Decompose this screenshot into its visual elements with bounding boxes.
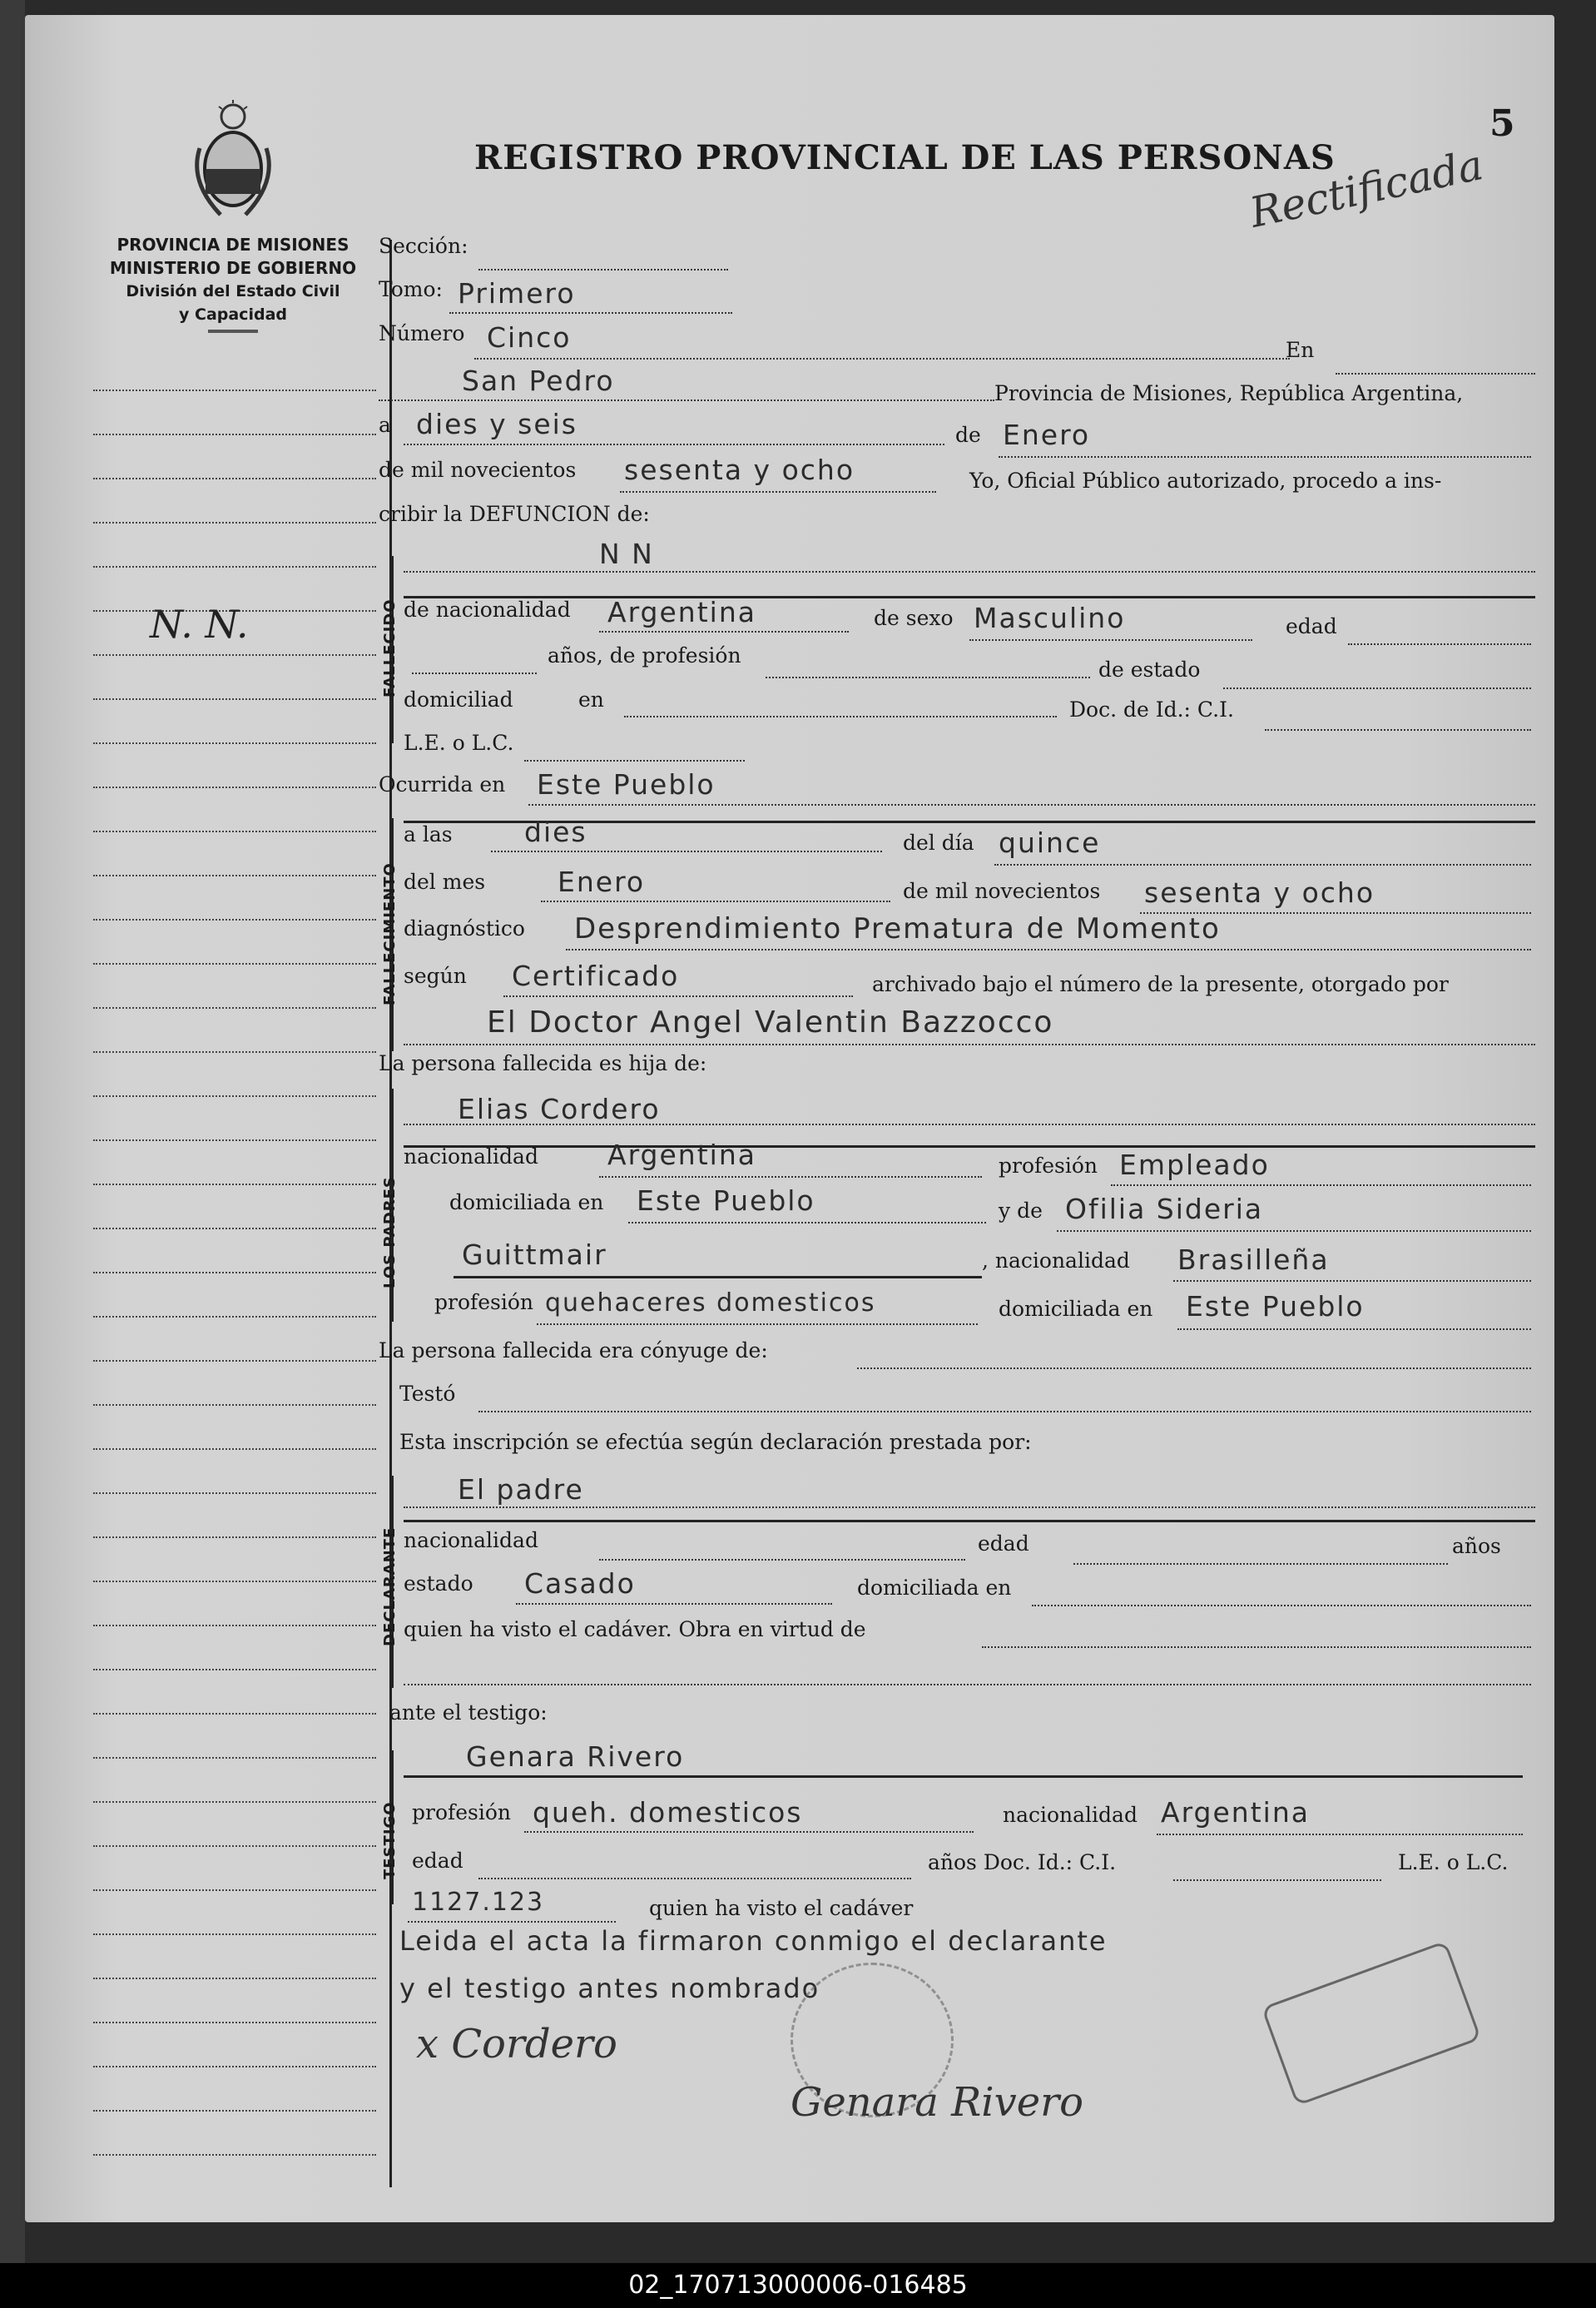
margin-rule — [93, 1581, 376, 1582]
agency-line-1: PROVINCIA DE MISIONES — [116, 235, 349, 255]
margin-rule — [93, 1536, 376, 1538]
margin-rule — [93, 1448, 376, 1450]
label-anos: años — [1452, 1534, 1501, 1558]
label-numero: Número — [379, 321, 465, 345]
label-de-estado: de estado — [1098, 658, 1201, 682]
margin-rule — [93, 1360, 376, 1362]
label-anos-doc: años Doc. Id.: C.I. — [928, 1850, 1117, 1874]
issuing-agency — [83, 233, 383, 333]
value-dia: dies y seis — [416, 408, 577, 440]
label-de: de — [955, 423, 981, 447]
label-del-dia: del día — [903, 831, 974, 855]
value-numero: Cinco — [487, 321, 572, 354]
section-fallecido: FALLECIDO — [381, 598, 399, 697]
page-number: 5 — [1489, 102, 1515, 145]
value-testigo-doc: 1127.123 — [412, 1888, 545, 1917]
label-profesion: profesión — [999, 1154, 1098, 1178]
label-profesion-3: profesión — [412, 1800, 512, 1824]
image-id-footer: 02_170713000006-016485 — [0, 2263, 1596, 2308]
label-a-las: a las — [404, 822, 453, 846]
label-profesion-2: profesión — [434, 1290, 534, 1314]
value-declarante: El padre — [458, 1473, 584, 1506]
margin-rule — [93, 1095, 376, 1097]
label-cribir: cribir la DEFUNCION de: — [379, 502, 650, 526]
book-binding — [0, 0, 25, 2308]
label-archivado: archivado bajo el número de la presente, otorgado por — [872, 972, 1449, 996]
margin-annotation: N. N. — [150, 602, 249, 647]
margin-rule — [93, 1051, 376, 1053]
value-anio: sesenta y ocho — [624, 454, 855, 486]
value-padre-domicilio: Este Pueblo — [637, 1184, 815, 1217]
label-edad: edad — [1286, 614, 1337, 638]
signature-testigo: Genara Rivero — [791, 2079, 1083, 2126]
value-padre-profesion: Empleado — [1119, 1149, 1270, 1181]
value-sexo: Masculino — [974, 602, 1126, 634]
margin-rule — [93, 1978, 376, 1979]
label-quien-cadaver: quien ha visto el cadáver. Obra en virtud de — [404, 1617, 866, 1641]
margin-rule — [93, 1669, 376, 1670]
margin-rule — [93, 1757, 376, 1759]
signature-declarante: x Cordero — [416, 2021, 617, 2067]
label-de-mil-2: de mil novecientos — [903, 879, 1101, 903]
margin-rule — [93, 1625, 376, 1626]
closing-line-2: y el testigo antes nombrado — [399, 1973, 820, 2004]
margin-rule — [93, 434, 376, 435]
label-a: a — [379, 413, 391, 437]
margin-rule — [93, 478, 376, 479]
margin-rule — [93, 1492, 376, 1494]
margin-rule — [93, 875, 376, 876]
label-doc-id: Doc. de Id.: C.I. — [1069, 697, 1234, 722]
margin-rule — [93, 2154, 376, 2156]
label-ante-testigo: ante el testigo: — [389, 1700, 548, 1725]
label-en: En — [1286, 338, 1315, 362]
value-nacionalidad: Argentina — [607, 596, 756, 628]
label-le-lc: L.E. o L.C. — [404, 731, 514, 755]
margin-rule — [93, 1889, 376, 1891]
margin-rule — [93, 1316, 376, 1318]
label-edad-3: edad — [412, 1849, 463, 1873]
official-stamp — [1261, 1940, 1482, 2106]
agency-line-4: y Capacidad — [179, 305, 287, 324]
margin-rule — [93, 1845, 376, 1847]
page-title: REGISTRO PROVINCIAL DE LAS PERSONAS — [474, 138, 1336, 177]
section-testigo: TESTIGO — [381, 1801, 399, 1879]
margin-rule — [93, 963, 376, 965]
label-conyuge: La persona fallecida era cónyuge de: — [379, 1338, 768, 1362]
value-testigo-profesion: queh. domesticos — [533, 1796, 803, 1829]
margin-rule — [93, 390, 376, 391]
value-hora: dies — [524, 816, 587, 848]
label-nacionalidad-3: nacionalidad — [404, 1528, 538, 1552]
label-ocurrida: Ocurrida en — [379, 772, 506, 797]
value-otorgado-por: El Doctor Angel Valentin Bazzocco — [487, 1005, 1054, 1040]
label-nacionalidad: nacionalidad — [404, 1144, 538, 1169]
closing-line-1: Leida el acta la firmaron conmigo el declarante — [399, 1925, 1108, 1957]
label-de-mil: de mil novecientos — [379, 458, 577, 482]
margin-rule — [93, 698, 376, 700]
label-domiciliada-en-3: domiciliada en — [857, 1576, 1012, 1600]
label-inscripcion: Esta inscripción se efectúa según declaración prestada por: — [399, 1430, 1032, 1454]
section-padres: LOS PADRES — [381, 1176, 399, 1288]
overwrite-signature: Rectificada — [1246, 141, 1488, 237]
margin-rule — [93, 1713, 376, 1715]
value-padre: Elias Cordero — [458, 1093, 661, 1125]
label-domiciliad: domiciliad — [404, 687, 513, 712]
agency-line-2: MINISTERIO DE GOBIERNO — [109, 258, 357, 278]
value-madre-profesion: quehaceres domesticos — [545, 1288, 876, 1318]
label-quien-cadaver-2: quien ha visto el cadáver — [649, 1896, 914, 1920]
label-tomo: Tomo: — [379, 277, 443, 301]
label-nacionalidad-4: nacionalidad — [1003, 1803, 1138, 1827]
label-oficial: Yo, Oficial Público autorizado, procedo a ins- — [969, 469, 1442, 493]
label-domiciliada-en: domiciliada en — [449, 1190, 604, 1214]
label-y-de: y de — [999, 1199, 1043, 1223]
margin-rule — [93, 1228, 376, 1229]
value-nombre: N N — [599, 538, 654, 570]
margin-rule — [93, 566, 376, 568]
section-fallecimiento: FALLECIMIENTO — [381, 862, 399, 1005]
value-lugar: San Pedro — [462, 365, 615, 397]
label-de-nacionalidad: de nacionalidad — [404, 598, 571, 622]
margin-rule — [93, 522, 376, 524]
value-segun: Certificado — [512, 960, 680, 992]
argentina-coat-of-arms-icon — [187, 98, 279, 223]
margin-rule — [93, 1404, 376, 1406]
margin-rule — [93, 919, 376, 921]
label-le-lc-2: L.E. o L.C. — [1398, 1850, 1509, 1874]
margin-rule — [93, 2022, 376, 2023]
value-tomo: Primero — [458, 277, 576, 310]
label-del-mes: del mes — [404, 870, 486, 894]
margin-rule — [93, 1007, 376, 1009]
value-anio-fallec: sesenta y ocho — [1144, 876, 1375, 909]
margin-rule — [93, 831, 376, 832]
margin-rule — [93, 742, 376, 744]
margin-rule — [93, 1801, 376, 1803]
margin-rule — [93, 1933, 376, 1935]
value-ocurrida: Este Pueblo — [537, 768, 716, 801]
value-testigo-nacionalidad: Argentina — [1161, 1796, 1310, 1829]
label-nacionalidad-2: , nacionalidad — [982, 1248, 1130, 1273]
value-madre-apellido: Guittmair — [462, 1238, 607, 1271]
value-madre: Ofilia Sideria — [1065, 1193, 1264, 1225]
value-diagnostico: Desprendimiento Prematura de Momento — [574, 912, 1221, 946]
value-testigo: Genara Rivero — [466, 1740, 685, 1773]
document-page — [25, 15, 1554, 2222]
margin-rule — [93, 654, 376, 656]
section-declarante: DECLARANTE — [381, 1526, 399, 1646]
label-diagnostico: diagnóstico — [404, 916, 525, 941]
margin-rule — [93, 1139, 376, 1141]
margin-rule — [93, 2066, 376, 2067]
label-seccion: Sección: — [379, 234, 468, 258]
label-provincia: Provincia de Misiones, República Argentina, — [994, 381, 1464, 405]
label-estado: estado — [404, 1571, 473, 1596]
agency-line-3: División del Estado Civil — [126, 282, 340, 300]
value-madre-nacionalidad: Brasilleña — [1177, 1243, 1330, 1276]
label-de-sexo: de sexo — [874, 606, 954, 630]
label-edad-2: edad — [978, 1531, 1029, 1556]
value-madre-domicilio: Este Pueblo — [1186, 1290, 1365, 1323]
value-dia-fallec: quince — [999, 826, 1101, 859]
label-segun: según — [404, 964, 467, 988]
label-en-2: en — [578, 687, 604, 712]
margin-rule — [93, 787, 376, 788]
value-declarante-estado: Casado — [524, 1567, 636, 1600]
value-padre-nacionalidad: Argentina — [607, 1139, 756, 1171]
value-mes: Enero — [1003, 419, 1091, 451]
label-domiciliada-en-2: domiciliada en — [999, 1297, 1153, 1321]
label-hija-de: La persona fallecida es hija de: — [379, 1051, 707, 1075]
margin-rule — [93, 1184, 376, 1185]
value-mes-fallec: Enero — [558, 866, 646, 898]
margin-rule — [93, 2110, 376, 2112]
label-anos-profesion: años, de profesión — [548, 643, 741, 668]
label-testo: Testó — [399, 1382, 456, 1406]
margin-rule — [93, 1272, 376, 1273]
